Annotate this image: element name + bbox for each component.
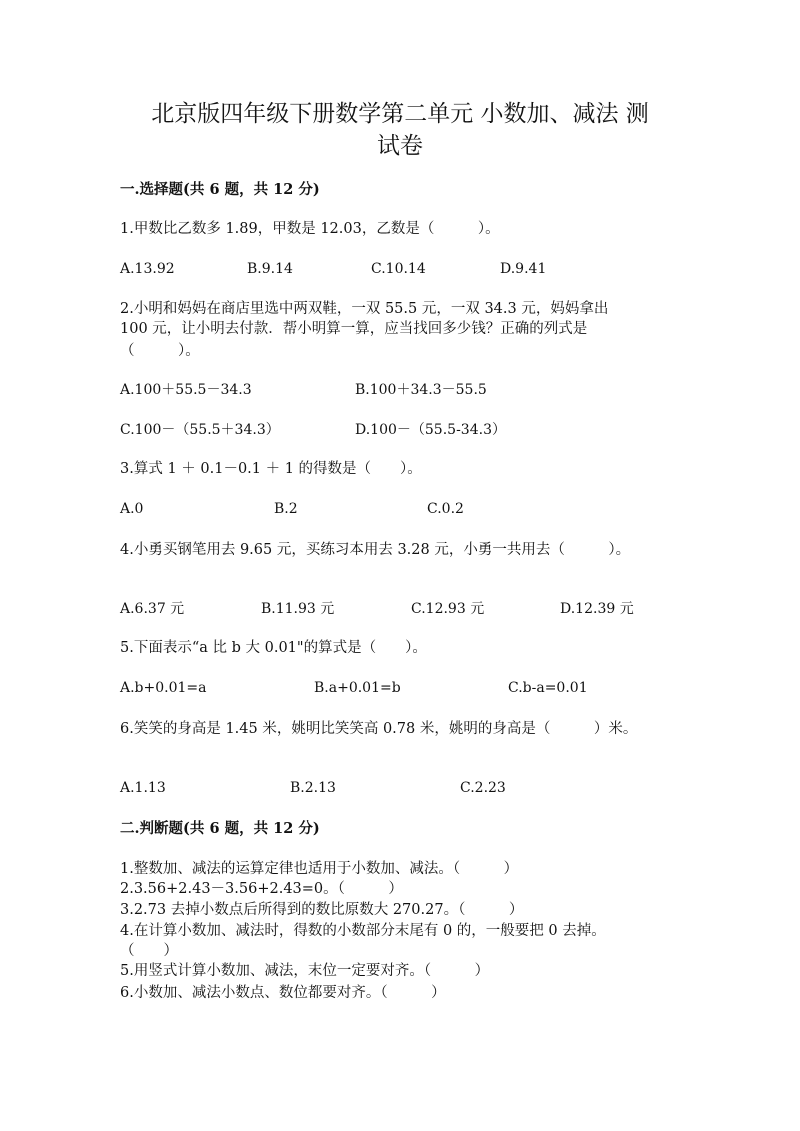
q1-option-d: D.9.41 [500, 261, 547, 277]
judge-item-4: 4.在计算小数加、减法时，得数的小数部分末尾有 0 的，一般要把 0 去掉。 [120, 923, 606, 939]
q4-option-c: C.12.93 元 [411, 601, 485, 617]
q2-option-a: A.100＋55.5－34.3 [120, 382, 252, 398]
q4-option-d: D.12.39 元 [560, 601, 634, 617]
question-6: 6.笑笑的身高是 1.45 米，姚明比笑笑高 0.78 米，姚明的身高是（ ）米。 [120, 721, 638, 737]
question-3: 3.算式 1 ＋ 0.1－0.1 ＋ 1 的得数是（ ）。 [120, 461, 422, 477]
q3-option-a: A.0 [120, 501, 144, 517]
q5-option-b: B.a+0.01=b [314, 680, 401, 696]
q2-option-c: C.100－（55.5＋34.3） [120, 422, 280, 438]
q3-option-b: B.2 [274, 501, 298, 517]
page-title [110, 98, 690, 162]
q1-option-b: B.9.14 [247, 261, 293, 277]
judge-item-6: 6.小数加、减法小数点、数位都要对齐。（ ） [120, 985, 446, 1001]
q2-option-d: D.100－（55.5-34.3） [355, 422, 506, 438]
q6-option-c: C.2.23 [460, 780, 506, 796]
judge-item-4-continued: （ ） [120, 943, 178, 959]
q6-option-b: B.2.13 [290, 780, 336, 796]
judge-item-2: 2.3.56+2.43－3.56+2.43=0。（ ） [120, 881, 403, 897]
q1-option-c: C.10.14 [371, 261, 426, 277]
q5-option-c: C.b-a=0.01 [508, 680, 588, 696]
question-2-line-3: （ ）。 [120, 343, 200, 359]
q6-option-a: A.1.13 [120, 780, 166, 796]
q2-option-b: B.100＋34.3－55.5 [355, 382, 487, 398]
question-2-line-2: 100 元，让小明去付款．帮小明算一算，应当找回多少钱？正确的列式是 [120, 321, 588, 337]
q3-option-c: C.0.2 [427, 501, 464, 517]
title-line-2: 试卷 [377, 133, 423, 159]
judge-item-1: 1.整数加、减法的运算定律也适用于小数加、减法。（ ） [120, 861, 519, 877]
question-2-line-1: 2.小明和妈妈在商店里选中两双鞋，一双 55.5 元，一双 34.3 元，妈妈拿出 [120, 301, 609, 317]
question-1: 1.甲数比乙数多 1.89，甲数是 12.03，乙数是（ ）。 [120, 221, 500, 237]
q4-option-b: B.11.93 元 [261, 601, 335, 617]
q5-option-a: A.b+0.01=a [120, 680, 207, 696]
q1-option-a: A.13.92 [120, 261, 175, 277]
section-heading-choice: 一.选择题(共 6 题，共 12 分) [120, 181, 320, 198]
q4-option-a: A.6.37 元 [120, 601, 185, 617]
judge-item-3: 3.2.73 去掉小数点后所得到的数比原数大 270.27。（ ） [120, 902, 524, 918]
question-5: 5.下面表示“a 比 b 大 0.01"的算式是（ ）。 [120, 640, 427, 656]
judge-item-5: 5.用竖式计算小数加、减法，末位一定要对齐。（ ） [120, 963, 490, 979]
title-line-1: 北京版四年级下册数学第二单元 小数加、减法 测 [151, 101, 649, 127]
question-4: 4.小勇买钢笔用去 9.65 元，买练习本用去 3.28 元，小勇一共用去（ ）。 [120, 542, 631, 558]
section-heading-judgment: 二.判断题(共 6 题，共 12 分) [120, 820, 320, 837]
